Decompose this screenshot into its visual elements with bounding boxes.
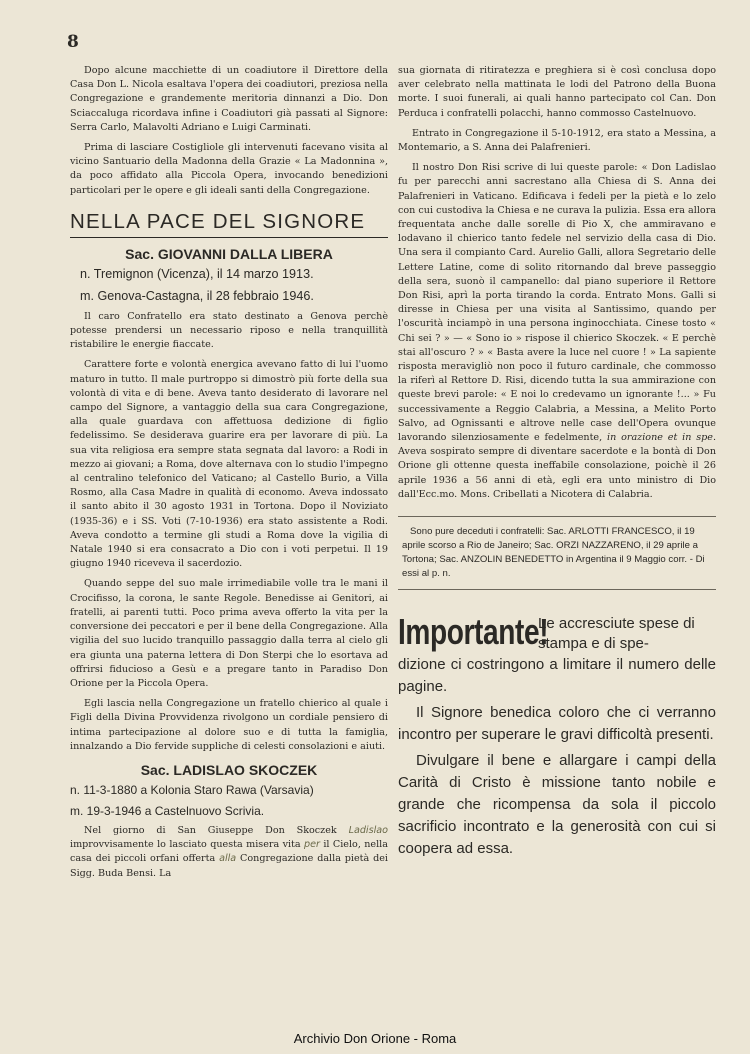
obituary-2-text: il Cielo, nella casa dei piccoli orfani offerta [70,839,388,865]
obituary-1-paragraph: Carattere forte e volontà energica avevano fatto di lui l'uomo maturo in tutto. Il male purtroppo si dimostrò più forte della sua volontà di vita e di bene. Aveva tanto desiderato di lavorare nel campo del Signore, a vantaggio della sua cara Congregazione, alla quale guardava con affettuosa dedizione di figlio fedelissimo. Se desiderava guarire era per lavorare di più. La sua vita religiosa era sempre stata segnata dal lavoro: a Rodi in mezzo ai giovani; a Roma, dove alternava con lo studio l'impegno al centralino telefonico del Vaticano; al Castello Burio, a Villa Rosmo, alla Casa Madre in qualità di economo. Aveva indossato il santo abito il 30 agosto 1931 in Tortona. Dopo il Noviziato (1935-36) e i SS. Voti (7-10-1936) era stato assistente a Rodi. Aveva condotto a termine gli studi a Roma dove la vigilia di Natale 1940 si era consacrato a Dio con i voti perpetui. Il 19 giugno 1940 riceveva il sacerdozio. [70,359,388,570]
quote-text: Aveva sospirato sempre di diventare sacerdote e la bontà di Don Orione gli ottenne questa ineffabile consolazione, poichè il 26 aprile 1936 a 56 anni di età, egli era unto ministro di Dio dall'Ecc.mo. Mons. Cribellati a Nicotera di Calabria. [398,446,716,500]
obituary-2-continued: Entrato in Congregazione il 5-10-1912, era stato a Messina, a Montemario, a S. Anna dei Palafrenieri. [398,127,716,154]
notice-intro: Le accresciute spese di stampa e di spe- [538,615,695,653]
right-column [398,64,716,864]
left-column [70,64,388,887]
deceased-confreres-note: Sono pure deceduti i confratelli: Sac. ARLOTTI FRANCESCO, il 19 aprile scorso a Rio de Janeiro; Sac. ORZI NAZZARENO, il 29 aprile a Tortona; Sac. ANZOLIN BENEDETTO in Argentina il 9 Maggio corr. - Di essi al p. n. [398,516,716,590]
intro-paragraph-2: Prima di lasciare Costigliole gli intervenuti facevano visita al vicino Santuario della Madonna della Grazie « La Madonnina », da poco affidato alla Piccola Opera, invocando benedizioni particolari per le opere e gli ideali santi della Congregazione. [70,142,388,196]
quote-text: Il nostro Don Risi scrive di lui queste parole: « Don Ladislao fu per parecchi anni sacrestano alla Chiesa di S. Anna dei Palafrenieri in Vaticano. Edificava i fedeli per la pietà e lo zelo con cui custodiva la Chiesa e ne curava la pulizia. Essa era allora frequentata anche dalle sorelle di Pio X, che ammiravano e lodavano il chierico tanto fedele nel servizio della casa di Dio. Una sera il compianto Card. Aurelio Galli, allora Segretario delle Lettere Latine, come di solito ritornando dal breve passeggio della sera, suonò il campanello: dal piano superiore il Rettore Don Risi, aprì la porta tirando la corda. Entrato Mons. Galli si diresse in Chiesa per una visita al Santissimo, quando per l'oscurità inciampò in una persona inginocchiata. Cinese tosto « Chi sei ? » — « Sono io » rispose il chierico Skoczek. « E perchè stai all'oscuro ? » « Basta avere la luce nel cuore ! » La sapiente risposta meravigliò non poco il futuro cardinale, che commosso la riferì al Rettore D. Risi, dicendo tutta la sua ammirazione con queste brevi parole: « E noi lo credevamo un ignorante !... » Fu successivamente a Reggio Calabria, a Messina, a Melito Porto Salvo, ad Ognissanti e altrove nelle case dell'Opera ovunque lavorando silenziosamente e fedelmente, [398,162,716,444]
obituary-death-1: m. Genova-Castagna, il 28 febbraio 1946. [80,288,314,303]
obituary-2-text: Congregazione dalla pietà dei Sigg. Buda Bensi. La [70,853,388,879]
handwritten-note: alla [219,853,237,865]
notice-paragraph: dizione ci costringono a limitare il numero delle pagine. [398,656,716,696]
archive-footer: Archivio Don Orione - Roma [293,1031,457,1046]
section-title: NELLA PACE DEL SIGNORE [70,210,388,238]
notice-heading: Importante! [398,611,549,653]
obituary-death-2: m. 19-3-1946 a Castelnuovo Scrivia. [70,803,265,818]
obituary-2-text: Nel giorno di San Giuseppe Don Skoczek [84,824,337,836]
obituary-2-quote [398,161,716,502]
obituary-2-paragraph [70,824,388,881]
handwritten-note: Ladislao [348,824,388,836]
obituary-birth-2: n. 11-3-1880 a Kolonia Staro Rawa (Varsavia) [70,782,314,797]
obituary-name-2: Sac. LADISLAO SKOCZEK [140,761,318,778]
notice-paragraph: Il Signore benedica coloro che ci verranno incontro per superare le gravi difficoltà presenti. [398,704,716,744]
intro-paragraph-1: Dopo alcune macchiette di un coadiutore il Direttore della Casa Don L. Nicola esaltava l'opera dei coadiutori, preziosa nella Congregazione e grandemente meritoria dinnanzi a Dio. Don Sciaccaluga ricordava infine i Coadiutori già passati al Signore: Serra Carlo, Malavolti Adriano e Luigi Carminati. [70,65,388,133]
obituary-birth-1: n. Tremignon (Vicenza), il 14 marzo 1913. [80,266,314,281]
obituary-2-text: improvvisamente lo lasciato questa misera vita [70,839,301,851]
important-notice [398,612,716,860]
handwritten-note: per [304,839,320,851]
obituary-name-1: Sac. GIOVANNI DALLA LIBERA [125,245,333,262]
obituary-1-paragraph: Quando seppe del suo male irrimediabile volle tra le mani il Crocifisso, la corona, le sante Regole. Benedisse ai Genitori, ai fratelli, ai parenti tutti. Poco prima aveva offerto la vita per la conversione dei peccatori e per il bene della Congregazione. Alla vigilia del suo lucido tranquillo passaggio dalla terra al cielo gli era giunta una paterna lettera di Don Sterpi che lo esortava ad offrirsi fiducioso a Gesù e a pregare tanto in Paradiso Don Orione per la Piccola Opera. [70,578,388,689]
obituary-1-paragraph: Il caro Confratello era stato destinato a Genova perchè potesse prendersi un necessario riposo e nella tranquillità ristabilire le energie fiaccate. [70,310,388,351]
notice-paragraph: Divulgare il bene e allargare i campi della Carità di Cristo è missione tanto nobile e grande che ricompensa da sola il piccolo sacrificio incontrato e la generosità con cui si coopera ad essa. [398,752,716,858]
obituary-1-paragraph: Egli lascia nella Congregazione un fratello chierico al quale i Figli della Divina Provvidenza rivolgono un cordiale pensiero di intima partecipazione al dolore suo e di tutta la famiglia, innalzando a Dio fervide suppliche di celesti consolazioni e aiuti. [70,698,388,752]
notice-header [398,612,716,654]
page-number: 8 [67,32,79,52]
latin-motto: in orazione et in spe. [607,432,717,444]
obituary-2-continued: sua giornata di ritiratezza e preghiera si è così conclusa dopo aver celebrato nella mattinata le lodi del Patrono della Buona morte. I suoi funerali, ai quali hanno partecipato col Can. Don Perduca i confratelli polacchi, hanno commosso Castelnuovo. [398,65,716,119]
